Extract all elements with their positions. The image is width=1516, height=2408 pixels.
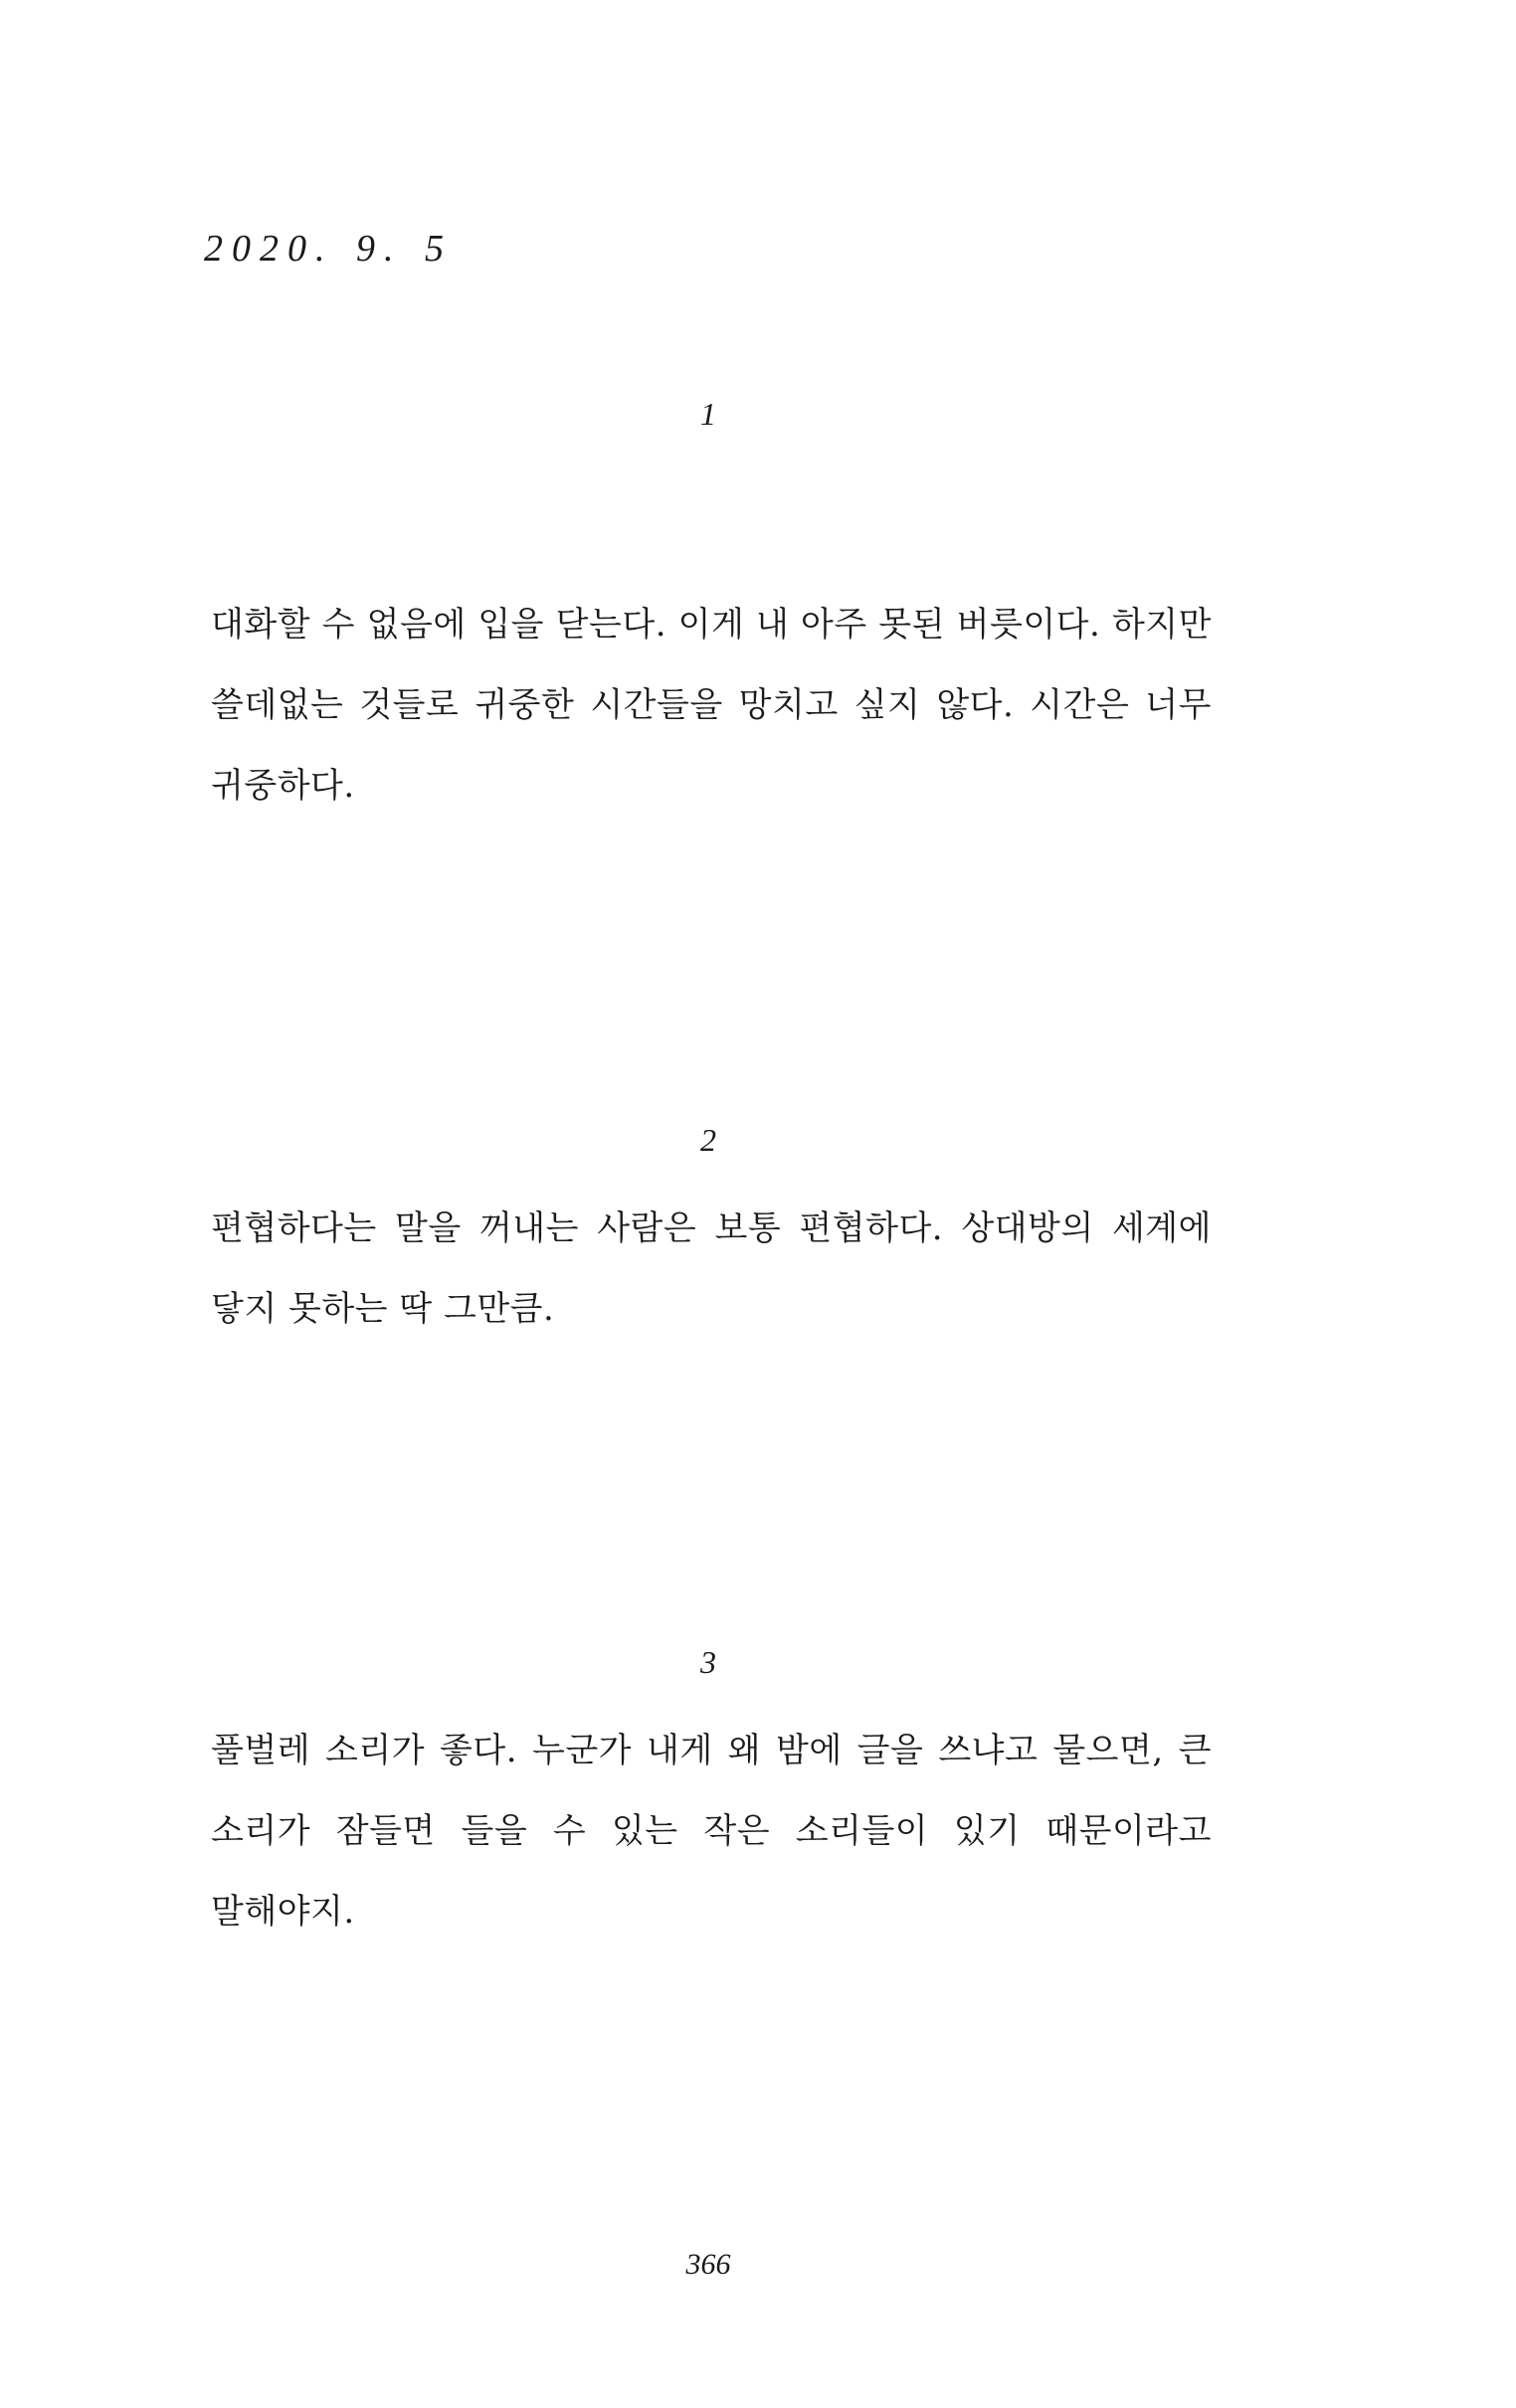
entry-date: 2020. 9. 5 bbox=[204, 228, 453, 270]
section-text-2: 편협하다는 말을 꺼내는 사람은 보통 편협하다. 상대방의 세계에 닿지 못하는 딱 그만큼. bbox=[211, 1208, 1212, 1329]
section-text-3: 풀벌레 소리가 좋다. 누군가 내게 왜 밤에 글을 쓰냐고 물으면, 큰 소리가 잠들면 들을 수 있는 작은 소리들이 있기 때문이라고 말해야지. bbox=[211, 1731, 1212, 1932]
section-number-1: 1 bbox=[700, 396, 716, 432]
page-number: 366 bbox=[685, 2248, 731, 2281]
section-number-3: 3 bbox=[700, 1644, 716, 1680]
section-text-1: 대화할 수 없음에 입을 닫는다. 이게 내 아주 못된 버릇이다. 하지만 쓸데없는 것들로 귀중한 시간들을 망치고 싶지 않다. 시간은 너무 귀중하다. bbox=[211, 605, 1212, 806]
section-number-2: 2 bbox=[700, 1122, 716, 1158]
